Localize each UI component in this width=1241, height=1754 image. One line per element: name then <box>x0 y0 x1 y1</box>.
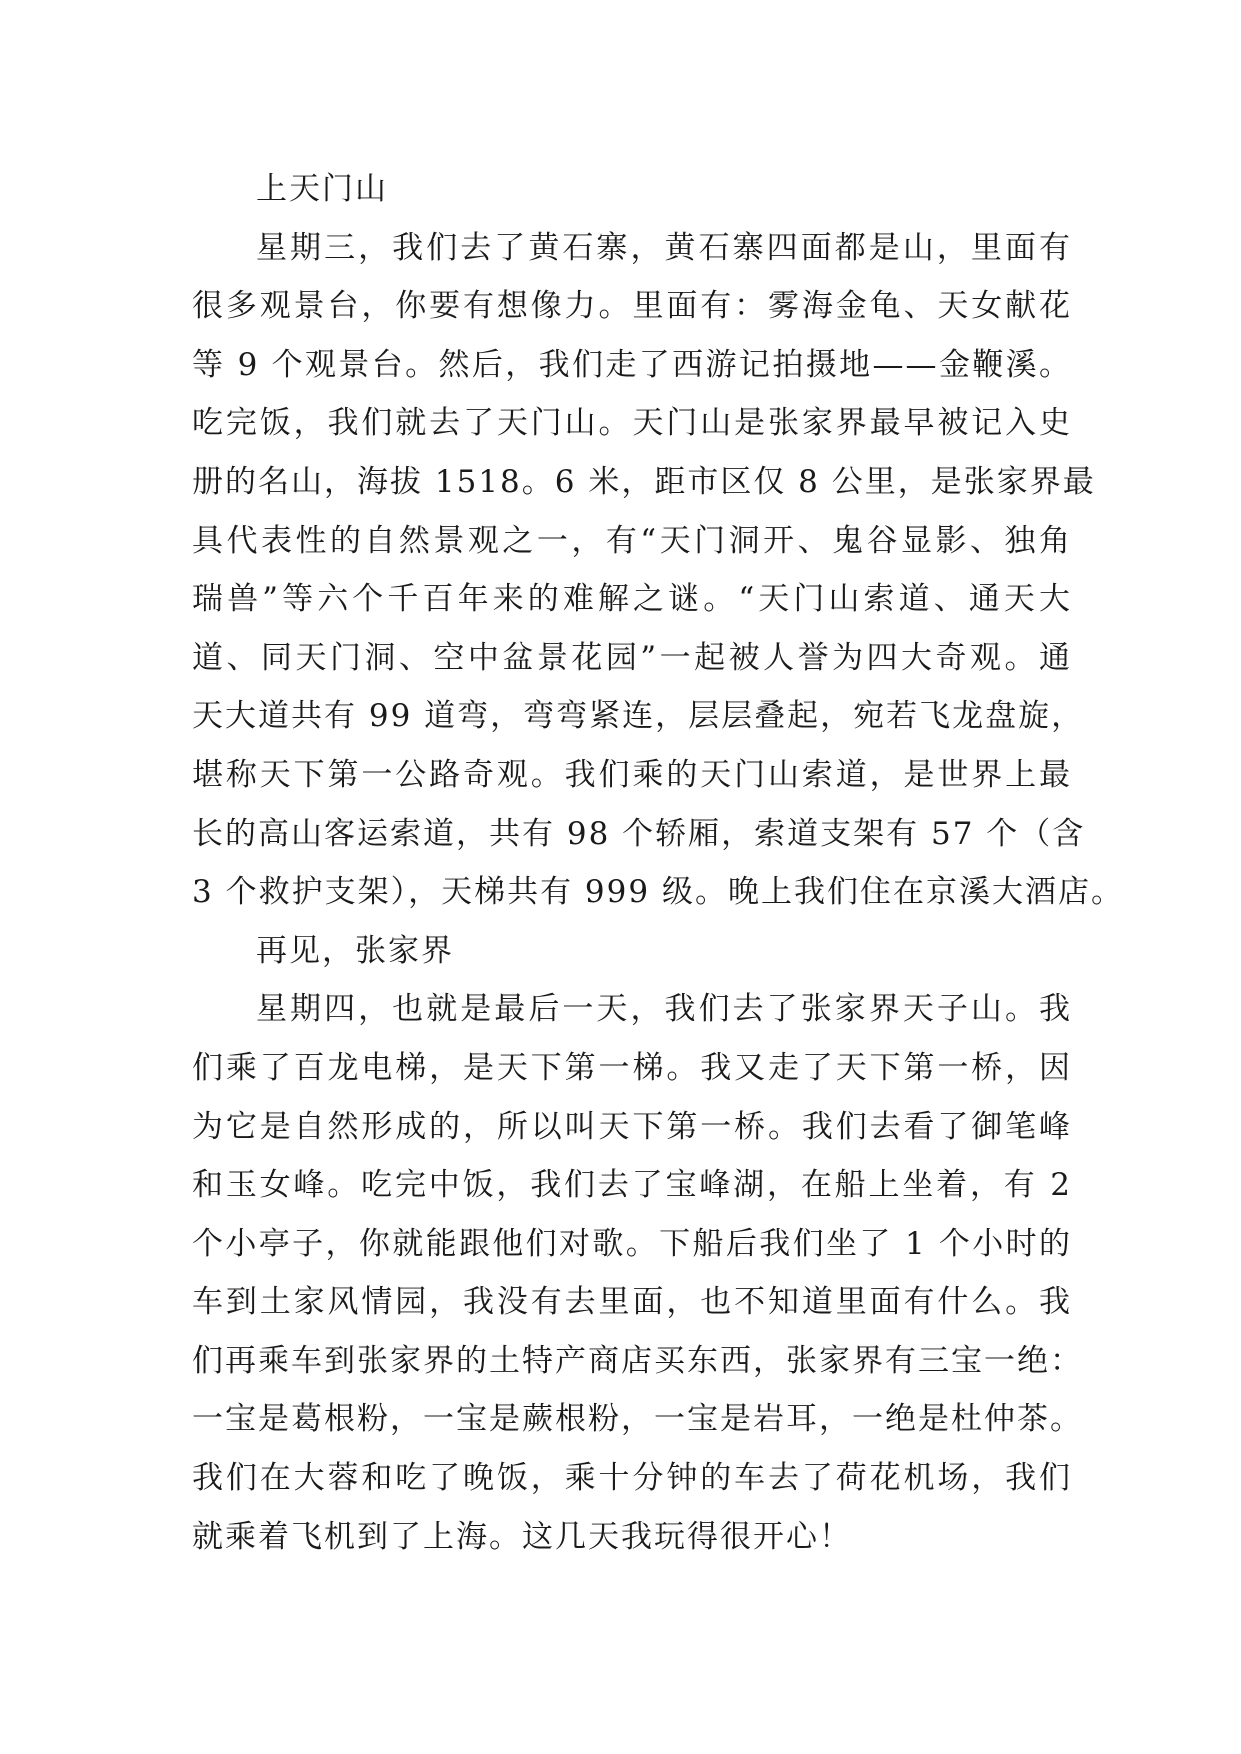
paragraph-line: 们再乘车到张家界的土特产商店买东西，张家界有三宝一绝： <box>192 1342 1083 1379</box>
paragraph-line: 具代表性的自然景观之一，有“天门洞开、鬼谷显影、独角 <box>192 522 1072 559</box>
document-body <box>192 160 1124 1566</box>
paragraph-line: 一宝是葛根粉，一宝是蕨根粉，一宝是岩耳，一绝是杜仲茶。 <box>192 1401 1083 1438</box>
paragraph-line: 个小亭子，你就能跟他们对歌。下船后我们坐了 1 个小时的 <box>192 1225 1072 1262</box>
paragraph-line: 星期三，我们去了黄石寨，黄石寨四面都是山，里面有 <box>256 229 1072 266</box>
section-title: 再见，张家界 <box>256 932 454 969</box>
paragraph-line: 星期四，也就是最后一天，我们去了张家界天子山。我 <box>256 991 1072 1028</box>
paragraph-line: 很多观景台，你要有想像力。里面有：雾海金龟、天女献花 <box>192 288 1072 325</box>
paragraph-line: 车到土家风情园，我没有去里面，也不知道里面有什么。我 <box>192 1284 1072 1321</box>
paragraph-line: 们乘了百龙电梯，是天下第一梯。我又走了天下第一桥，因 <box>192 1049 1072 1086</box>
paragraph-line: 长的高山客运索道，共有 98 个轿厢，索道支架有 57 个（含 <box>192 815 1086 852</box>
paragraph-line: 堪称天下第一公路奇观。我们乘的天门山索道，是世界上最 <box>192 756 1072 793</box>
paragraph-line: 等 9 个观景台。然后，我们走了西游记拍摄地——金鞭溪。 <box>192 346 1072 383</box>
paragraph-line: 吃完饭，我们就去了天门山。天门山是张家界最早被记入史 <box>192 405 1072 442</box>
paragraph-line: 3 个救护支架），天梯共有 999 级。晚上我们住在京溪大酒店。 <box>192 874 1124 911</box>
paragraph-line: 天大道共有 99 道弯，弯弯紧连，层层叠起，宛若飞龙盘旋， <box>192 698 1085 735</box>
paragraph-line: 瑞兽”等六个千百年来的难解之谜。“天门山索道、通天大 <box>192 581 1072 618</box>
paragraph-line: 和玉女峰。吃完中饭，我们去了宝峰湖，在船上坐着，有 2 <box>192 1167 1072 1204</box>
paragraph-line: 册的名山，海拔 1518。6 米，距市区仅 8 公里，是张家界最 <box>192 463 1096 500</box>
paragraph-line: 我们在大蓉和吃了晚饭，乘十分钟的车去了荷花机场，我们 <box>192 1460 1072 1497</box>
section-title: 上天门山 <box>256 171 388 207</box>
paragraph-line: 道、同天门洞、空中盆景花园”一起被人誉为四大奇观。通 <box>192 639 1072 676</box>
paragraph-line: 为它是自然形成的，所以叫天下第一桥。我们去看了御笔峰 <box>192 1108 1072 1145</box>
paragraph-line: 就乘着飞机到了上海。这几天我玩得很开心！ <box>192 1518 852 1555</box>
